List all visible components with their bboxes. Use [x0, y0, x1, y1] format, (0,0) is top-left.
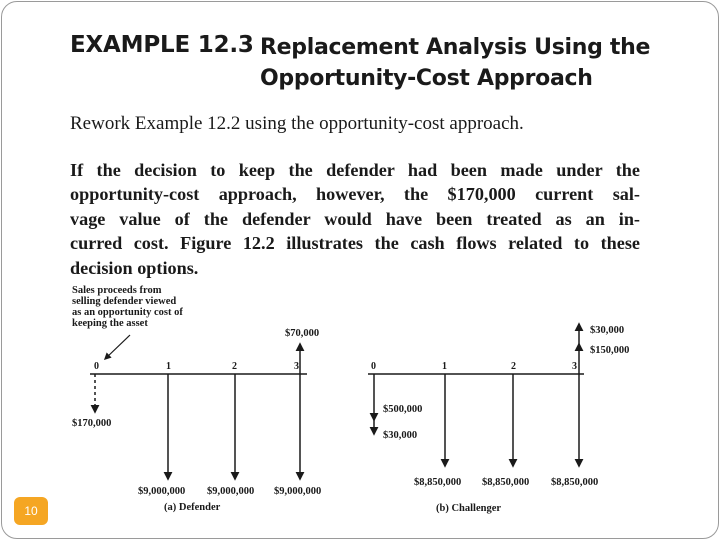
- example-title-line-1: Replacement Analysis Using the: [260, 35, 651, 60]
- defender-opportunity-cost-label: $170,000: [72, 418, 112, 429]
- defender-salvage-label: $70,000: [285, 328, 320, 339]
- challenger-period-label: 3: [572, 361, 577, 372]
- note-pointer-arrow: [105, 335, 130, 359]
- challenger-benefit-label: $150,000: [590, 345, 630, 356]
- note-line: selling defender viewed: [72, 296, 177, 307]
- slide: [1, 1, 719, 539]
- challenger-salvage-label: $30,000: [590, 325, 625, 336]
- defender-cost-label: $9,000,000: [138, 486, 186, 497]
- paragraph-line: decision options.: [70, 257, 199, 278]
- challenger-period-label: 1: [442, 361, 447, 372]
- paragraph-line: opportunity-cost approach, however, the $170,000 current sal-: [70, 184, 640, 205]
- defender-cost-label: $9,000,000: [274, 486, 322, 497]
- challenger-purchase-label: $500,000: [383, 404, 423, 415]
- defender-period-label: 0: [94, 361, 99, 372]
- challenger-cost-label: $8,850,000: [414, 477, 462, 488]
- note-line: Sales proceeds from: [72, 285, 162, 296]
- challenger-cost-label: $8,850,000: [551, 477, 599, 488]
- challenger-caption: (b) Challenger: [436, 503, 502, 514]
- note-line: as an opportunity cost of: [72, 307, 183, 318]
- intro-text: Rework Example 12.2 using the opportunity-cost approach.: [70, 113, 524, 134]
- paragraph-line: vage value of the defender would have been treated as an in-: [70, 208, 640, 229]
- example-title-line-2: Opportunity-Cost Approach: [260, 66, 593, 91]
- example-number: EXAMPLE 12.3: [70, 32, 254, 58]
- defender-period-label: 2: [232, 361, 237, 372]
- paragraph-line: If the decision to keep the defender had been made under the: [70, 160, 640, 180]
- defender-period-label: 1: [166, 361, 171, 372]
- note-line: keeping the asset: [72, 318, 148, 329]
- defender-period-label: 3: [294, 361, 299, 372]
- challenger-period-label: 2: [511, 361, 516, 372]
- defender-caption: (a) Defender: [164, 502, 221, 513]
- slide-number: 10: [14, 497, 48, 525]
- defender-diagram: [72, 328, 321, 513]
- cash-flow-figure: [2, 2, 718, 538]
- challenger-diagram: [368, 324, 629, 514]
- defender-cost-label: $9,000,000: [207, 486, 255, 497]
- challenger-extra-cost-label: $30,000: [383, 430, 418, 441]
- paragraph-line: curred cost. Figure 12.2 illustrates the cash flows related to these: [70, 233, 640, 254]
- challenger-cost-label: $8,850,000: [482, 477, 530, 488]
- challenger-period-label: 0: [371, 361, 376, 372]
